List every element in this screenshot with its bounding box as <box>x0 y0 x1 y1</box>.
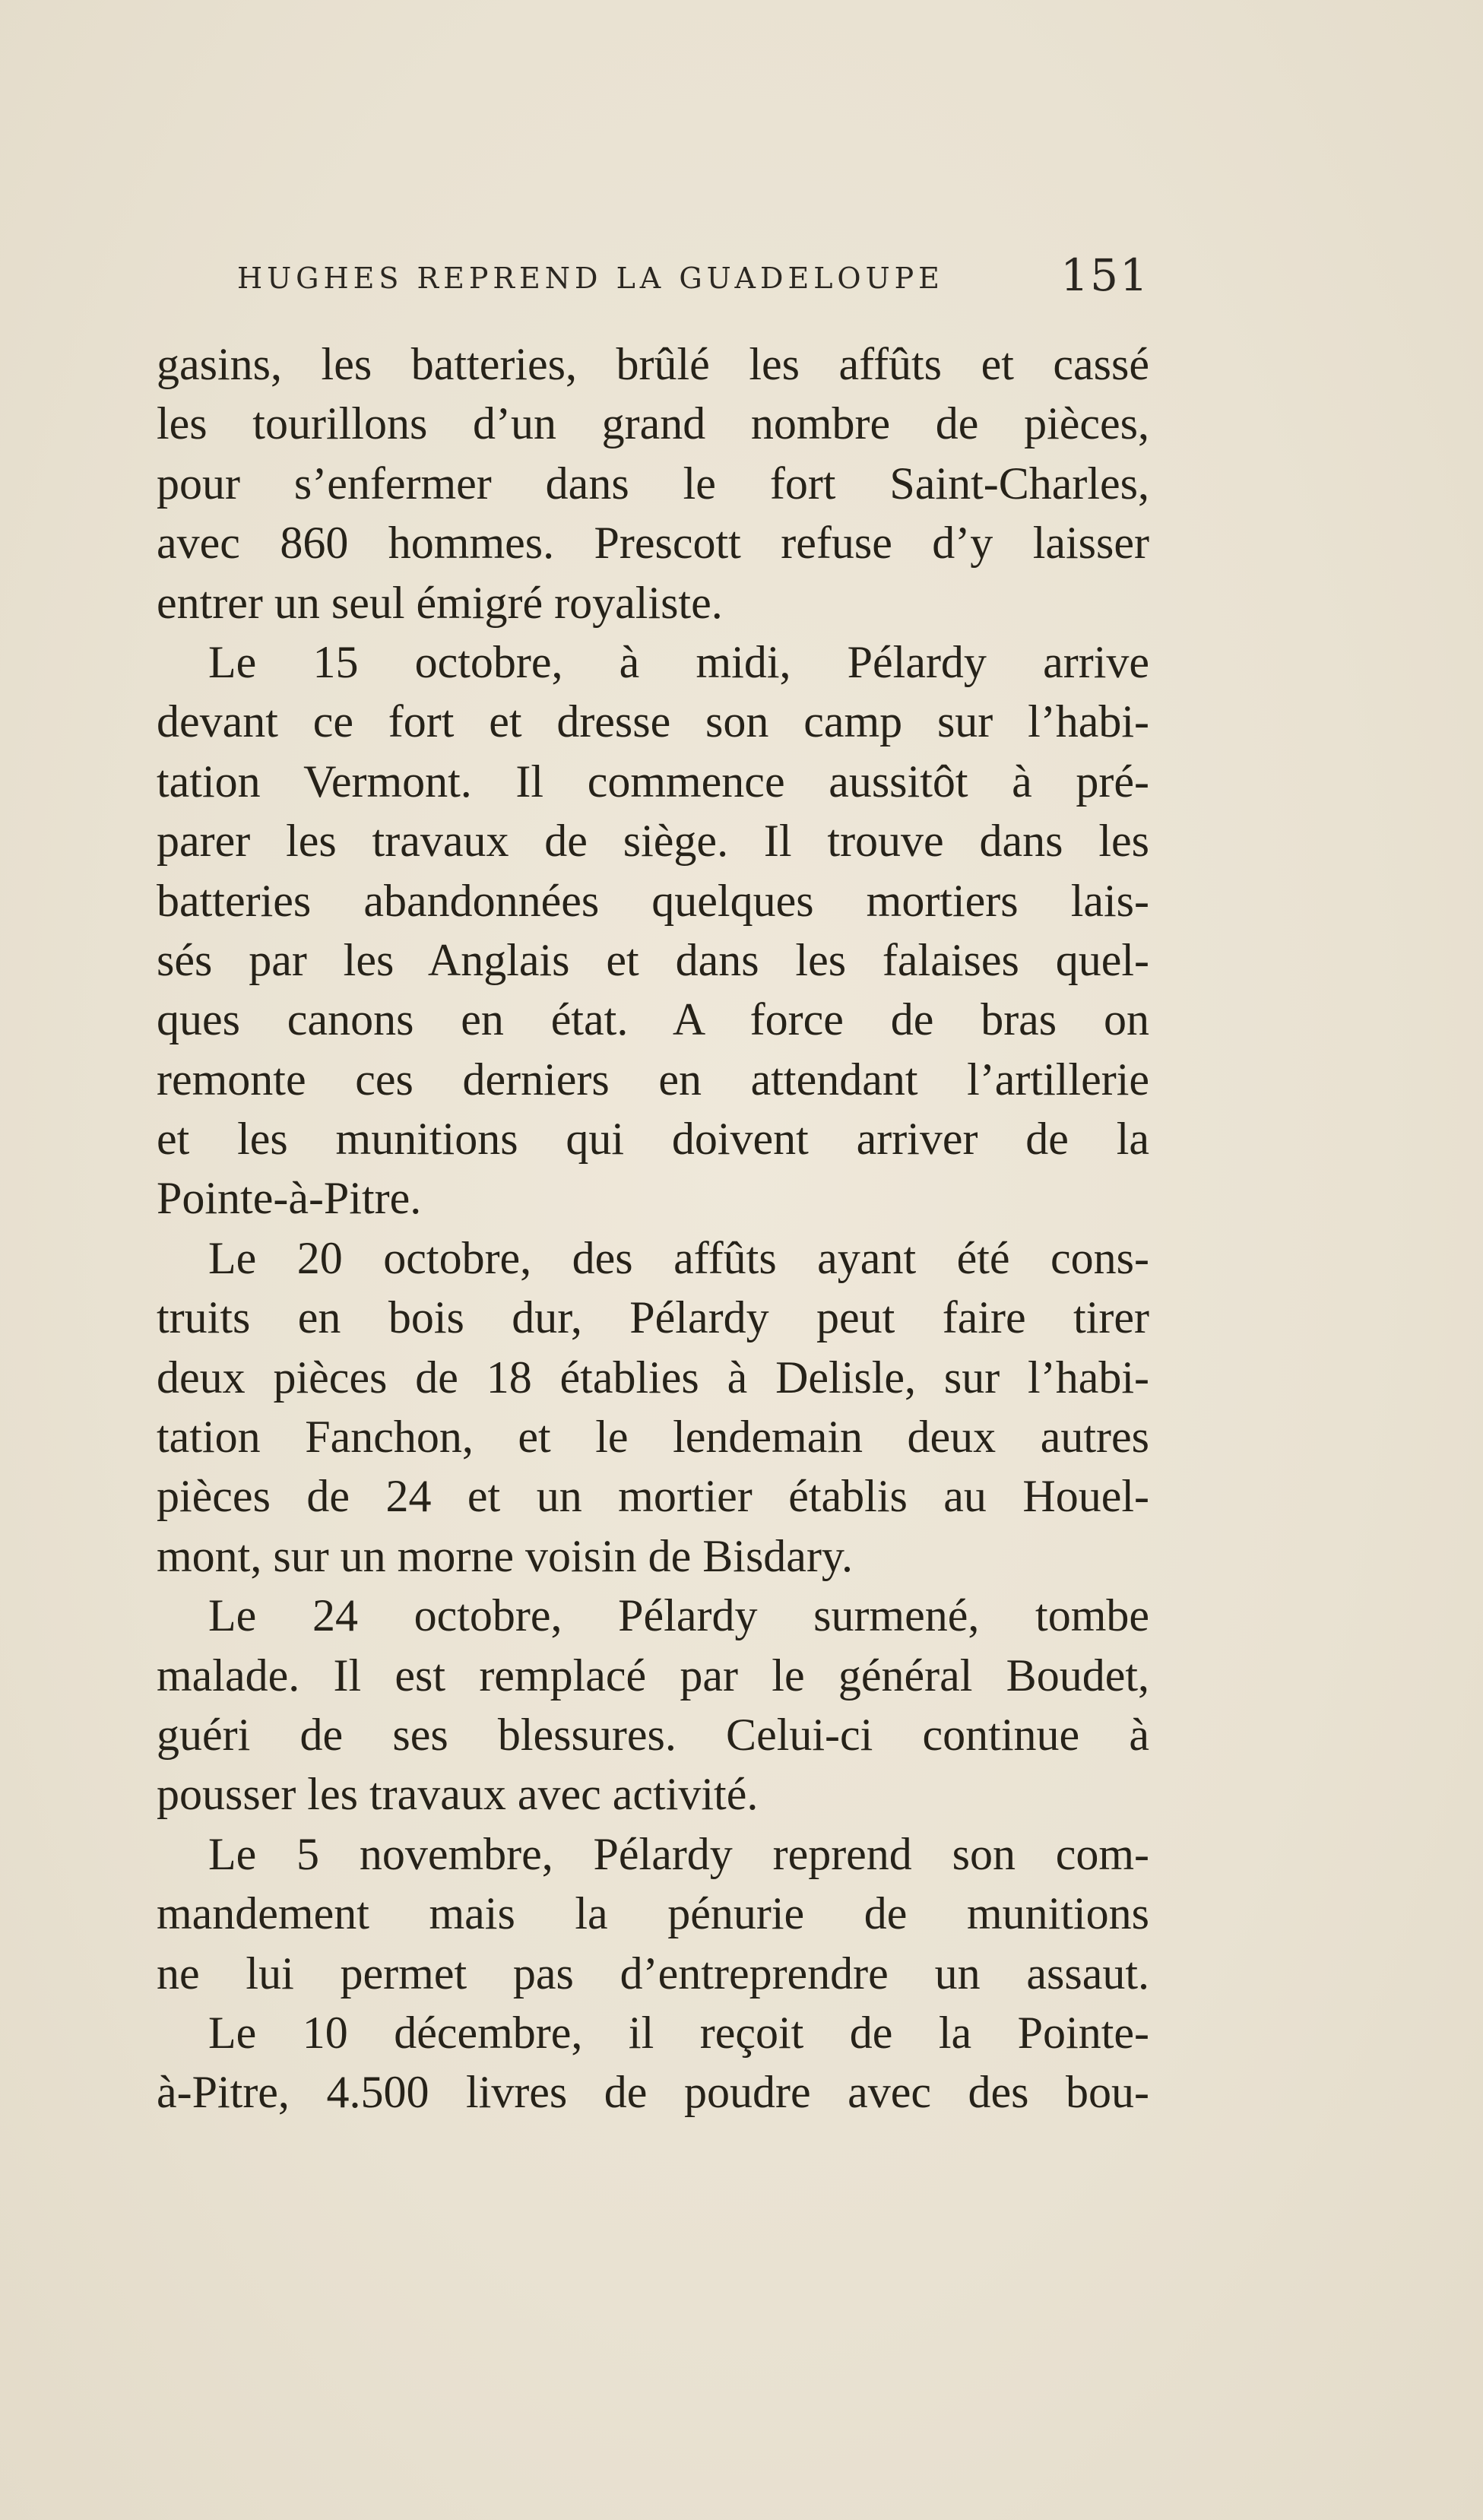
page-number: 151 <box>1060 249 1149 301</box>
text-line: sés par les Anglais et dans les falaises quel- <box>157 934 1149 985</box>
text-line: et les munitions qui doivent arriver de la <box>157 1114 1149 1165</box>
text-line: guéri de ses blessures. Celui-ci continue à <box>157 1709 1149 1760</box>
text-line: tation Vermont. Il commence aussitôt à pré- <box>157 756 1149 807</box>
text-line: à-Pitre, 4.500 livres de poudre avec des bou- <box>157 2067 1149 2118</box>
text-line: ques canons en état. A force de bras on <box>157 994 1149 1045</box>
text-line: malade. Il est remplacé par le général Boudet, <box>157 1650 1149 1701</box>
text-line: avec 860 hommes. Prescott refuse d’y laisser <box>157 518 1149 569</box>
text-line: batteries abandonnées quelques mortiers lais- <box>157 875 1149 926</box>
text-line: parer les travaux de siège. Il trouve dans les <box>157 816 1149 867</box>
text-line: pour s’enfermer dans le fort Saint-Charles, <box>157 458 1149 509</box>
text-line: mont, sur un morne voisin de Bisdary. <box>157 1530 854 1581</box>
text-line: mandement mais la pénurie de munitions <box>157 1888 1149 1939</box>
text-line: entrer un seul émigré royaliste. <box>157 577 723 628</box>
paragraph-start-line: Le 10 décembre, il reçoit de la Pointe- <box>208 2007 1149 2058</box>
text-line: Pointe-à-Pitre. <box>157 1173 422 1224</box>
text-line: tation Fanchon, et le lendemain deux autres <box>157 1412 1149 1463</box>
text-line: gasins, les batteries, brûlé les affûts et cassé <box>157 339 1149 389</box>
paragraph-start-line: Le 15 octobre, à midi, Pélardy arrive <box>208 636 1149 687</box>
running-head <box>237 243 1149 312</box>
text-line: pièces de 24 et un mortier établis au Houel- <box>157 1471 1149 1522</box>
paragraph-start-line: Le 5 novembre, Pélardy reprend son com- <box>208 1828 1149 1879</box>
text-line: ne lui permet pas d’entreprendre un assaut. <box>157 1948 1149 1999</box>
text-line: les tourillons d’un grand nombre de pièces, <box>157 398 1149 449</box>
text-line: truits en bois dur, Pélardy peut faire tirer <box>157 1292 1149 1343</box>
body-text <box>157 334 1149 2122</box>
paragraph-start-line: Le 24 octobre, Pélardy surmené, tombe <box>208 1590 1149 1641</box>
text-line: devant ce fort et dresse son camp sur l’habi- <box>157 696 1149 747</box>
text-line: deux pièces de 18 établies à Delisle, sur l’habi- <box>157 1352 1149 1403</box>
text-line: pousser les travaux avec activité. <box>157 1769 759 1820</box>
running-title: HUGHES REPREND LA GUADELOUPE <box>237 262 944 295</box>
paragraph-start-line: Le 20 octobre, des affûts ayant été cons- <box>208 1232 1149 1283</box>
text-line: remonte ces derniers en attendant l’artillerie <box>157 1054 1149 1105</box>
